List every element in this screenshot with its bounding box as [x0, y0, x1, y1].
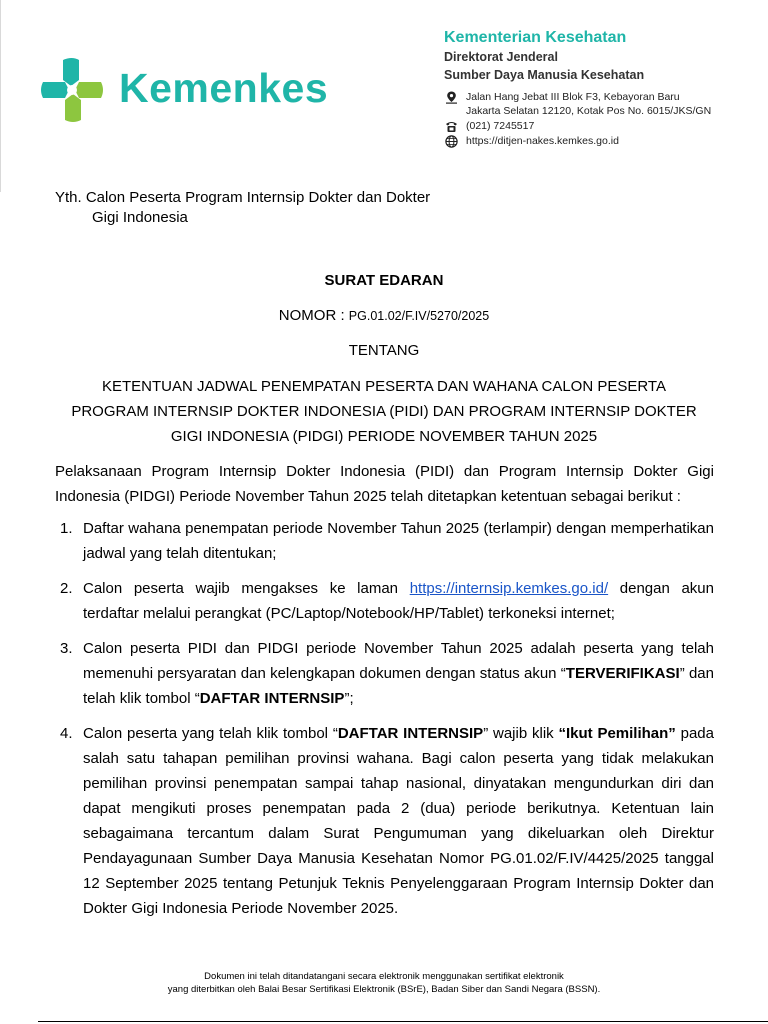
e-signature-footer	[0, 970, 768, 996]
status-verified-text: TERVERIFIKASI	[565, 665, 680, 682]
website-row	[445, 135, 745, 149]
subject-line-2: PROGRAM INTERNSIP DOKTER INDONESIA (PIDI) DAN PROGRAM INTERNSIP DOKTER	[71, 403, 697, 420]
item-text: Daftar wahana penempatan periode November Tahun 2025 (terlampir) dengan memperhatikan jadwal yang telah ditentukan;	[83, 520, 714, 562]
kemenkes-logo-icon	[39, 56, 105, 124]
provisions-list	[60, 516, 714, 931]
brand-wordmark: Kemenkes	[119, 65, 329, 111]
addressee-line-1: Yth. Calon Peserta Program Internsip Dokter dan Dokter	[55, 189, 431, 206]
addressee	[55, 188, 430, 228]
footer-line-1: Dokumen ini telah ditandatangani secara elektronik menggunakan sertifikat elektronik	[204, 971, 564, 982]
telephone-icon	[445, 120, 458, 133]
item-text	[83, 636, 714, 711]
document-number	[0, 307, 768, 324]
website-link[interactable]: https://ditjen-nakes.kemkes.go.id	[466, 134, 619, 147]
ministry-name: Kementerian Kesehatan	[444, 29, 627, 46]
directorate-line-2: Sumber Daya Manusia Kesehatan	[444, 68, 645, 82]
list-item	[60, 516, 714, 566]
footer-divider	[38, 1021, 768, 1022]
list-item	[60, 721, 714, 921]
address-line-1: Jalan Hang Jebat III Blok F3, Kebayoran Baru	[466, 91, 680, 103]
number-label: NOMOR :	[278, 307, 349, 324]
directorate-line-1: Direktorat Jenderal	[444, 50, 558, 64]
globe-icon	[445, 135, 458, 148]
subject-line-1: KETENTUAN JADWAL PENEMPATAN PESERTA DAN WAHANA CALON PESERTA	[101, 378, 666, 395]
subject-block	[50, 374, 718, 449]
item-text-mid: ” wajib klik	[483, 725, 559, 742]
contact-block	[445, 91, 745, 150]
address-row	[445, 91, 745, 118]
item-text	[83, 721, 714, 921]
about-heading: TENTANG	[348, 342, 420, 359]
number-value: PG.01.02/F.IV/5270/2025	[348, 309, 490, 323]
item-text-post: pada salah satu tahapan pemilihan provinsi wahana. Bagi calon peserta yang tidak melakukan pemilihan provinsi penempatan sampai tahap nasional, dinyatakan mengundurkan diri dan dapat mengikuti proses penempatan pada 2 (dua) periode berikutnya. Ketentuan lain sebagaimana tercantum dalam Surat Pengumuman yang dikeluarkan oleh Direktur Pendayagunaan Sumber Daya Manusia Kesehatan Nomor PG.01.02/F.IV/4425/2025 tanggal 12 September 2025 tentang Petunjuk Teknis Penyelenggaraan Program Internsip Dokter dan Dokter Gigi Indonesia Periode November 2025.	[83, 725, 714, 917]
item-number: 3.	[60, 640, 73, 657]
item-text-pre: Calon peserta wajib mengakses ke laman	[83, 580, 410, 597]
subject-line-3: GIGI INDONESIA (PIDGI) PERIODE NOVEMBER TAHUN 2025	[170, 428, 598, 445]
item-text-post: ”;	[344, 690, 354, 707]
letterhead	[0, 0, 768, 192]
phone-number: (021) 7245517	[466, 119, 535, 132]
item-number: 1.	[60, 520, 73, 537]
item-number: 2.	[60, 580, 73, 597]
intro-paragraph: Pelaksanaan Program Internsip Dokter Indonesia (PIDI) dan Program Internsip Dokter Gigi Indonesia (PIDGI) Periode November Tahun 2025 telah ditetapkan ketentuan sebagai berikut :	[55, 463, 714, 505]
list-item	[60, 636, 714, 711]
item-text-pre: Calon peserta yang telah klik tombol “	[83, 725, 338, 742]
phone-row	[445, 120, 745, 134]
item-number: 4.	[60, 725, 73, 742]
footer-line-2: yang diterbitkan oleh Balai Besar Sertifikasi Elektronik (BSrE), Badan Siber dan Sandi Negara (BSSN).	[167, 984, 601, 995]
address-line-2: Jakarta Selatan 12120, Kotak Pos No. 6015/JKS/GN	[466, 104, 712, 117]
location-pin-icon	[445, 91, 458, 104]
item-text-mid: ” dan telah klik tombol “	[83, 665, 714, 707]
item-text-post: dengan akun terdaftar melalui perangkat (PC/Laptop/Notebook/HP/Tablet) terkoneksi internet;	[83, 580, 714, 622]
join-selection-text: “Ikut Pemilihan”	[558, 725, 676, 742]
item-text	[83, 576, 714, 626]
register-button-text: DAFTAR INTERNSIP	[337, 725, 484, 742]
register-button-text: DAFTAR INTERNSIP	[199, 690, 345, 707]
addressee-line-2: Gigi Indonesia	[92, 209, 188, 226]
internsip-portal-link[interactable]: https://internsip.kemkes.go.id/	[409, 580, 609, 597]
item-text-pre: Calon peserta PIDI dan PIDGI periode November Tahun 2025 adalah peserta yang telah memenuhi persyaratan dan kelengkapan dokumen dengan status akun “	[83, 640, 714, 682]
list-item	[60, 576, 714, 626]
ministry-block	[444, 28, 744, 84]
document-title: SURAT EDARAN	[324, 272, 444, 289]
